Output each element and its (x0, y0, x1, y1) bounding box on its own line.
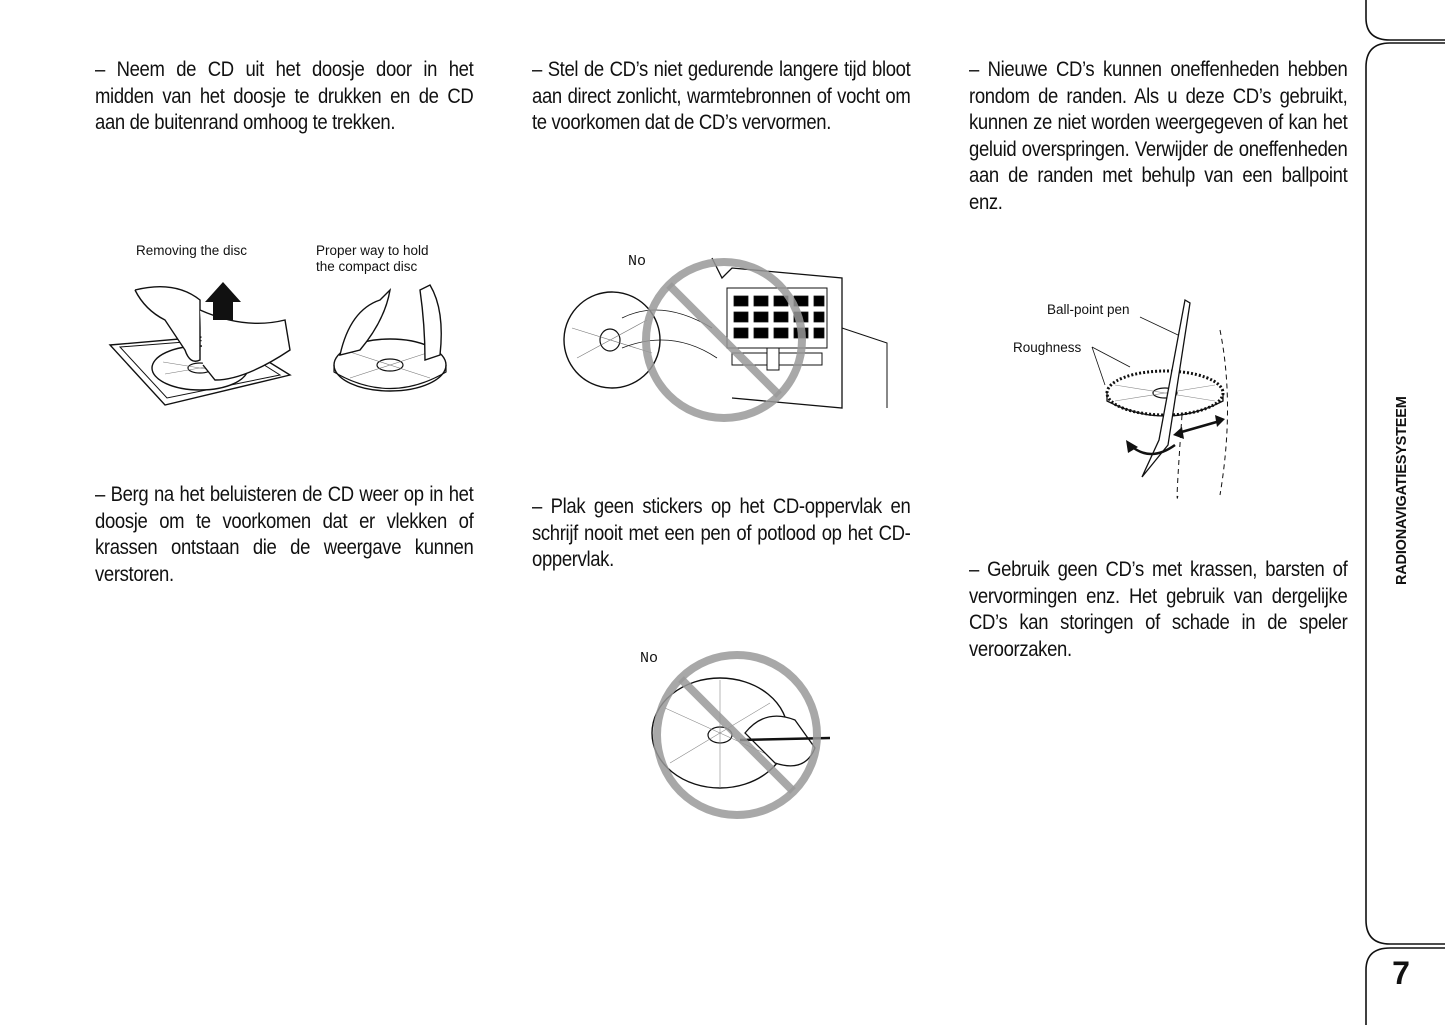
illustration-removing-disc (105, 280, 295, 410)
instruction-remove-cd: – Neem de CD uit het doosje door in het midden van het doosje te drukken en de CD aan de buitenrand omhoog te trekken. (95, 57, 474, 134)
instruction-no-stickers: – Plak geen stickers op het CD-oppervlak en schrijf nooit met een pen of potlood op het CD-oppervlak. (532, 494, 911, 571)
instruction-no-damaged-cds: – Gebruik geen CD’s met krassen, barsten of vervormingen enz. Het gebruik van dergelijke CD’s kan storingen of schade in de speler veroorzaken. (969, 557, 1348, 661)
figure-label-no-heat: No (628, 253, 647, 270)
section-title: RADIONAVIGATIESYSTEEM (1394, 396, 1410, 585)
instruction-remove-roughness: – Nieuwe CD’s kunnen oneffenheden hebben rondom de randen. Als u deze CD’s gebruikt, kunnen ze niet worden weergegeven of kan het geluid overspringen. Verwijder de oneffenheden aan de randen met behulp van een ballpoint enz. (969, 57, 1348, 214)
illustration-no-sunlight-heat (562, 248, 892, 438)
figure-label-removing-disc: Removing the disc (136, 243, 248, 258)
illustration-ballpoint-roughness (1060, 295, 1300, 515)
page-number: 7 (1392, 955, 1410, 991)
instruction-avoid-heat: – Stel de CD’s niet gedurende langere tijd bloot aan direct zonlicht, warmtebronnen of vocht om te voorkomen dat de CD’s vervormen. (532, 57, 911, 134)
figure-label-roughness: Roughness (1013, 340, 1082, 355)
illustration-proper-hold (330, 280, 460, 410)
figure-label-ball-point-pen: Ball-point pen (1047, 302, 1130, 317)
figure-label-no-writing: No (640, 650, 659, 667)
instruction-store-cd: – Berg na het beluisteren de CD weer op in het doosje om te voorkomen dat er vlekken of krassen ontstaan die de weergave kunnen verstoren. (95, 482, 474, 586)
illustration-no-writing (645, 648, 845, 828)
figure-label-proper-hold: Proper way to hold the compact disc (316, 243, 429, 274)
